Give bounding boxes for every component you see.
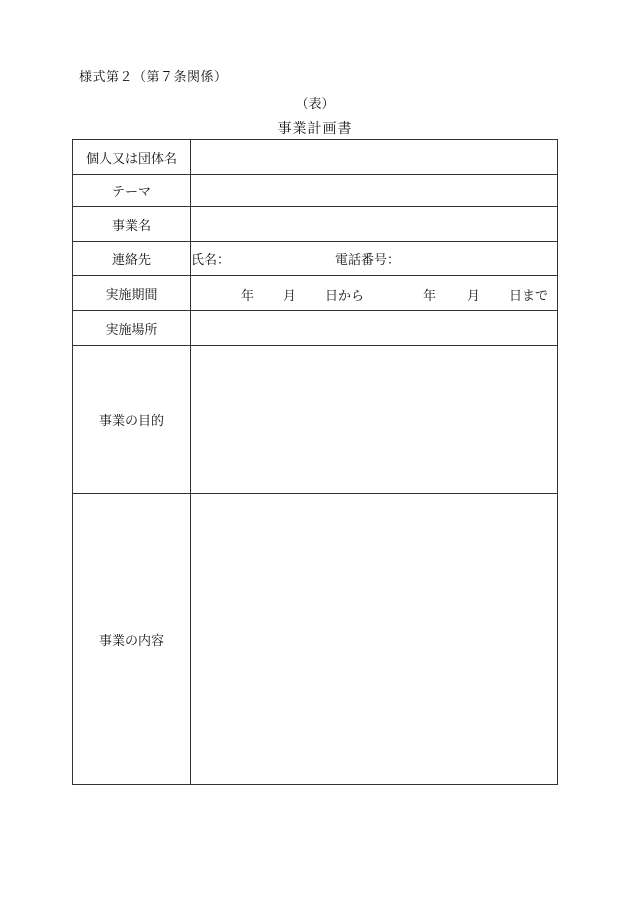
contact-field[interactable]	[191, 242, 558, 276]
period-start-day: 日から	[325, 289, 365, 304]
content-field[interactable]	[191, 494, 558, 785]
applicant-name-field[interactable]	[191, 140, 558, 175]
table-row-project-name	[73, 207, 558, 242]
page-title: 事業計画書	[277, 121, 353, 137]
period-start-year: 年	[241, 289, 255, 304]
table-row-period	[73, 276, 558, 311]
table-row-location	[73, 311, 558, 346]
label-contact: 連絡先	[73, 242, 191, 276]
table-row-purpose	[73, 346, 558, 494]
theme-field[interactable]	[191, 175, 558, 207]
form-reference: 様式第２（第７条関係）	[79, 70, 228, 85]
label-period: 実施期間	[73, 276, 191, 311]
label-content: 事業の内容	[73, 494, 191, 785]
location-field[interactable]	[191, 311, 558, 346]
period-end-month: 月	[467, 289, 481, 304]
purpose-field[interactable]	[191, 346, 558, 494]
table-row-contact	[73, 242, 558, 276]
contact-phone-label: 電話番号：	[335, 253, 401, 268]
contact-name-label: 氏名：	[191, 253, 231, 268]
table-row-applicant	[73, 140, 558, 175]
label-purpose: 事業の目的	[73, 346, 191, 494]
page-subtitle: （表）	[295, 97, 335, 112]
label-theme: テーマ	[73, 175, 191, 207]
label-applicant-name: 個人又は団体名	[73, 140, 191, 175]
period-start-month: 月	[283, 289, 297, 304]
table-row-theme	[73, 175, 558, 207]
label-location: 実施場所	[73, 311, 191, 346]
period-end-day: 日まで	[509, 289, 549, 304]
period-end-year: 年	[423, 289, 437, 304]
project-name-field[interactable]	[191, 207, 558, 242]
business-plan-table	[72, 139, 558, 785]
label-project-name: 事業名	[73, 207, 191, 242]
period-field[interactable]	[191, 276, 558, 311]
table-row-content	[73, 494, 558, 785]
